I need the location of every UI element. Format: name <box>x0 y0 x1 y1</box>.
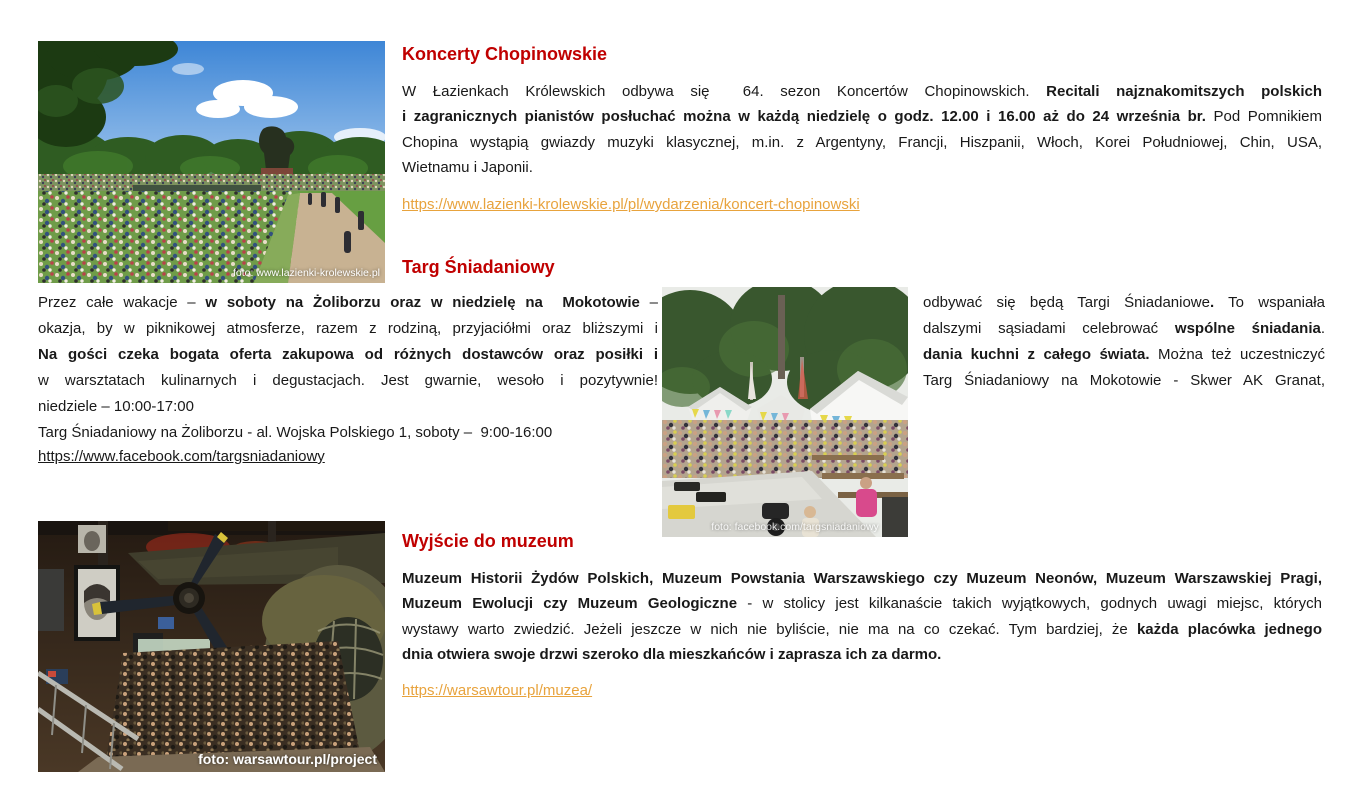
text-line: Muzeum Historii Żydów Polskich, Muzeum Powstania Warszawskiego czy Muzeum Neonów, Muzeum Warszawskiej Pragi, <box>402 570 1322 587</box>
photo-credit-museum: foto: warsawtour.pl/project <box>198 751 377 767</box>
text-line: w warsztatach kulinarnych i degustacjach. Jest gwarnie, wesoło i pozytywnie! <box>38 372 658 389</box>
text-line: Targ Śniadaniowy na Mokotowie - Skwer AK Granat, <box>923 372 1325 389</box>
targ-paragraph-left <box>38 290 658 446</box>
chopin-paragraph <box>402 79 1322 181</box>
text-line: dalszymi sąsiadami celebrować wspólne śniadania. <box>923 320 1325 337</box>
text-line: Wietnamu i Japonii. <box>402 159 533 177</box>
text-line: dania kuchni z całego świata. Można też uczestniczyć <box>923 346 1326 363</box>
text-line: wystawy warto zwiedzić. Jeżeli jeszcze w nich nie byliście, nie ma na co czekać. Tym bardziej, że każda placówka jednego <box>402 620 1323 638</box>
park-concert-illustration <box>38 41 385 283</box>
text-line: dnia otwiera swoje drzwi szeroko dla mieszkańców i zaprasza ich za darmo. <box>402 646 942 664</box>
text-line: Przez całe wakacje – w soboty na Żoliborzu oraz w niedzielę na Mokotowie – <box>38 294 659 311</box>
photo-museum-interior <box>38 521 385 772</box>
text-line: okazja, by w piknikowej atmosferze, razem z rodziną, przyjaciółmi oraz bliższymi i <box>38 320 658 337</box>
text-line: odbywać się będą Targi Śniadaniowe. To wspaniała <box>923 294 1325 311</box>
warsawtour-link[interactable]: https://warsawtour.pl/muzea/ <box>402 682 593 699</box>
photo-lazienki-concert <box>38 41 385 283</box>
section-title-targ-sniadaniowy: Targ Śniadaniowy <box>402 257 555 277</box>
text-line: i zagranicznych pianistów posłuchać można w każdą niedzielę o godz. 12.00 i 16.00 aż do 24 września br. Pod Pomnikiem <box>402 108 1322 126</box>
photo-credit-lazienki: foto: www.lazienki-krolewskie.pl <box>232 267 380 279</box>
museum-illustration <box>38 521 385 772</box>
muzeum-paragraph <box>402 566 1322 668</box>
targ-paragraph-right <box>923 290 1325 394</box>
photo-targ-sniadaniowy <box>662 287 908 537</box>
section-title-koncerty-chopinowskie: Koncerty Chopinowskie <box>402 44 608 64</box>
section-title-wyjscie-do-muzeum: Wyjście do muzeum <box>402 531 574 551</box>
lazienki-link[interactable]: https://www.lazienki-krolewskie.pl/pl/wydarzenia/koncert-chopinowski <box>402 196 860 213</box>
text-line: Na gości czeka bogata oferta zakupowa od różnych dostawców oraz posiłki i <box>38 346 658 363</box>
text-line: Targ Śniadaniowy na Żoliborzu - al. Wojska Polskiego 1, soboty – 9:00-16:00 <box>38 424 553 441</box>
text-line: Chopina wystąpią gwiazdy muzyki klasycznej, m.in. z Argentyny, Francji, Hiszpanii, Włoch, Korei Południowej, Chin, USA, <box>402 133 1322 151</box>
facebook-targ-link[interactable]: https://www.facebook.com/targsniadaniowy <box>38 448 325 465</box>
breakfast-market-illustration <box>662 287 908 537</box>
text-line: W Łazienkach Królewskich odbywa się 64. sezon Koncertów Chopinowskich. Recitali najznakomitszych polskich <box>402 83 1322 100</box>
text-line: Muzeum Ewolucji czy Muzeum Geologiczne - w stolicy jest kilkanaście takich wyjątkowych, godnych uwagi miejsc, których <box>402 595 1322 613</box>
photo-credit-targ: foto: facebook.com/targsniadaniowy <box>711 521 879 533</box>
text-line: niedziele – 10:00-17:00 <box>38 398 194 415</box>
